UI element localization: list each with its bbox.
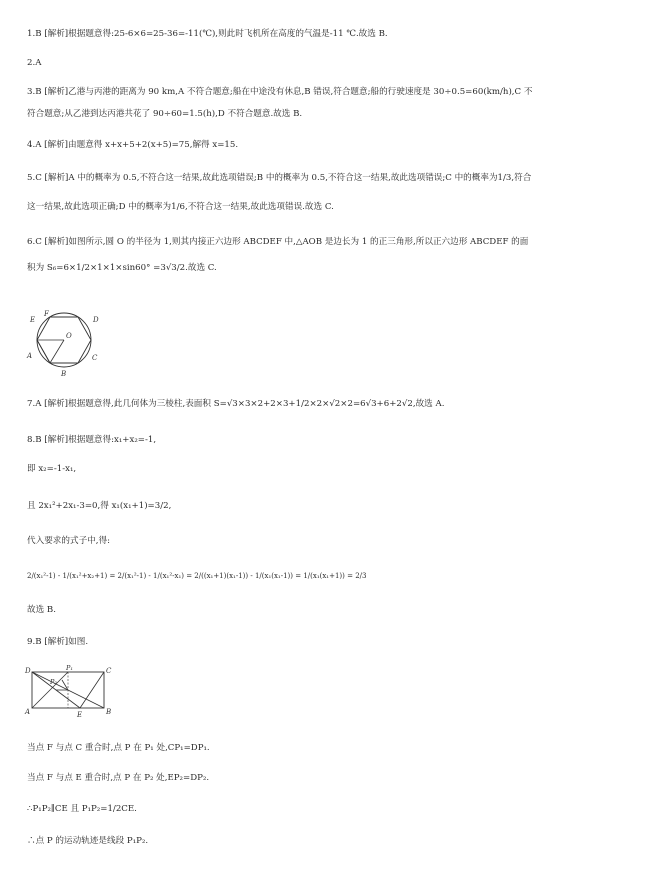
answer-3-line-2: 符合题意;从乙港到达丙港共花了 90÷60=1.5(h),D 不符合题意.故选 B. [27, 109, 303, 119]
answer-6-line-2: 积为 S₆=6×1/2×1×1×sin60° =3√3/2.故选 C. [27, 263, 217, 273]
hexagon-label: O [66, 332, 72, 340]
answer-1: 1.B [解析]根据题意得:25-6×6=25-36=-11(℃),则此时飞机所在高度的气温是-11 ℃.故选 B. [27, 29, 388, 39]
rectangle-label: E [77, 711, 83, 719]
answer-8-conclusion: 故选 B. [27, 605, 56, 615]
rectangle-label: C [106, 667, 112, 675]
answer-9-line-3: 当点 F 与点 E 重合时,点 P 在 P₂ 处,EP₂=DP₂. [27, 773, 210, 783]
answer-7: 7.A [解析]根据题意得,此几何体为三棱柱,表面积 S=√3×3×2+2×3+1/2×2×√2×2=6√3+6+2√2,故选 A. [27, 399, 445, 409]
hexagon-label: E [30, 316, 36, 324]
answer-9-line-1: 9.B [解析]如图. [27, 637, 89, 647]
hexagon-label: A [27, 352, 33, 360]
hexagon-label: C [92, 354, 98, 362]
rectangle-label: B [106, 708, 112, 716]
answer-3-line-1: 3.B [解析]乙港与丙港的距离为 90 km,A 不符合题意;船在中途没有休息,B 错误,符合题意;船的行驶速度是 30÷0.5=60(km/h),C 不 [27, 87, 533, 97]
answer-9-line-4: ∴P₁P₂∥CE 且 P₁P₂=1/2CE. [27, 804, 137, 814]
answer-8-line-3: 且 2x₁²+2x₁-3=0,得 x₁(x₁+1)=3/2, [27, 501, 172, 511]
hexagon-label: F [44, 310, 49, 318]
answer-8-equation: 2/(x₁²-1) - 1/(x₁²+x₂+1) = 2/(x₁²-1) - 1/(x₁²-x₁) = 2/((x₁+1)(x₁-1)) - 1/(x₁(x₁-1)) = 1/(x₁(x₁+1)) = 2/3 [27, 572, 367, 580]
answer-4: 4.A [解析]由题意得 x+x+5+2(x+5)=75,解得 x=15. [27, 140, 239, 150]
hexagon-label: B [61, 370, 67, 378]
answer-8-line-2: 即 x₂=-1-x₁, [27, 464, 77, 474]
answer-8-line-1: 8.B [解析]根据题意得:x₁+x₂=-1, [27, 435, 157, 445]
rectangle-label: A [25, 708, 31, 716]
answer-8-line-4: 代入要求的式子中,得: [27, 536, 110, 546]
rectangle-label: P₁ [66, 664, 73, 672]
hexagon-circle-figure [22, 300, 104, 380]
answer-9-line-5: ∴点 P 的运动轨迹是线段 P₁P₂. [27, 836, 149, 846]
answer-6-line-1: 6.C [解析]如图所示,圆 O 的半径为 1,则其内接正六边形 ABCDEF 中,△AOB 是边长为 1 的正三角形,所以正六边形 ABCDEF 的面 [27, 237, 529, 247]
rectangle-figure [22, 662, 114, 720]
hexagon-label: D [93, 316, 99, 324]
rectangle-label: D [25, 667, 31, 675]
answer-9-line-2: 当点 F 与点 C 重合时,点 P 在 P₁ 处,CP₁=DP₁. [27, 743, 210, 753]
answer-2: 2.A [27, 58, 42, 68]
answer-5-line-2: 这一结果,故此选项正确;D 中的概率为1/6,不符合这一结果,故此选项错误.故选 C. [27, 202, 334, 212]
answer-5-line-1: 5.C [解析]A 中的概率为 0.5,不符合这一结果,故此选项错误;B 中的概率为 0.5,不符合这一结果,故此选项错误;C 中的概率为1/3,符合 [27, 173, 532, 183]
rectangle-label: P₂ [50, 678, 57, 686]
